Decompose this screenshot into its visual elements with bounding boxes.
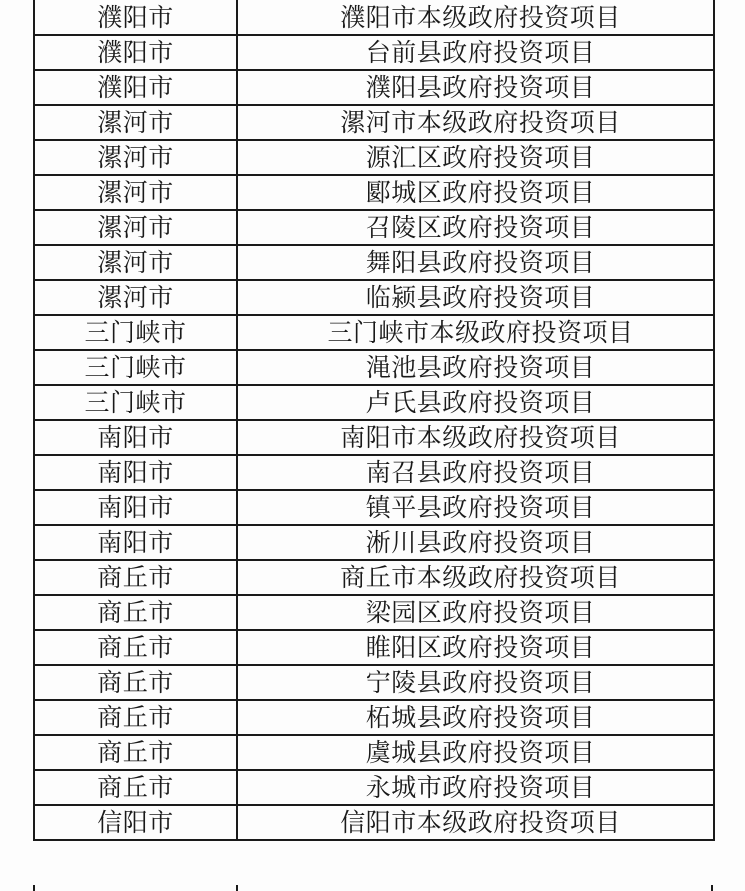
city-cell: 南阳市 — [34, 525, 237, 560]
table-row — [34, 560, 714, 595]
city-cell: 漯河市 — [34, 245, 237, 280]
city-cell: 南阳市 — [34, 420, 237, 455]
project-cell: 南召县政府投资项目 — [237, 455, 714, 490]
table-row — [34, 210, 714, 245]
project-cell: 柘城县政府投资项目 — [237, 700, 714, 735]
city-cell: 信阳市 — [34, 805, 237, 840]
table-row — [34, 0, 714, 35]
city-cell: 南阳市 — [34, 490, 237, 525]
project-cell: 临颍县政府投资项目 — [237, 280, 714, 315]
table-row — [34, 280, 714, 315]
project-cell: 台前县政府投资项目 — [237, 35, 714, 70]
city-cell: 三门峡市 — [34, 315, 237, 350]
project-cell: 舞阳县政府投资项目 — [237, 245, 714, 280]
table-row — [34, 595, 714, 630]
table-row — [34, 385, 714, 420]
project-cell: 郾城区政府投资项目 — [237, 175, 714, 210]
table-row — [34, 490, 714, 525]
city-cell: 三门峡市 — [34, 350, 237, 385]
project-cell: 睢阳区政府投资项目 — [237, 630, 714, 665]
project-cell: 卢氏县政府投资项目 — [237, 385, 714, 420]
city-cell: 商丘市 — [34, 770, 237, 805]
table-row — [34, 350, 714, 385]
table-continuation — [33, 885, 713, 891]
project-cell: 濮阳市本级政府投资项目 — [237, 0, 714, 35]
city-cell: 商丘市 — [34, 735, 237, 770]
table-row — [34, 665, 714, 700]
project-cell: 源汇区政府投资项目 — [237, 140, 714, 175]
table-row — [34, 140, 714, 175]
city-cell: 商丘市 — [34, 595, 237, 630]
city-cell: 南阳市 — [34, 455, 237, 490]
project-cell: 信阳市本级政府投资项目 — [237, 805, 714, 840]
table-row — [34, 245, 714, 280]
project-cell: 梁园区政府投资项目 — [237, 595, 714, 630]
city-cell: 漯河市 — [34, 280, 237, 315]
city-cell: 濮阳市 — [34, 70, 237, 105]
table-row — [34, 770, 714, 805]
project-cell: 镇平县政府投资项目 — [237, 490, 714, 525]
table-row — [34, 805, 714, 840]
project-cell: 渑池县政府投资项目 — [237, 350, 714, 385]
project-cell: 南阳市本级政府投资项目 — [237, 420, 714, 455]
project-cell: 淅川县政府投资项目 — [237, 525, 714, 560]
table-body — [34, 0, 714, 840]
project-cell: 宁陵县政府投资项目 — [237, 665, 714, 700]
city-cell: 漯河市 — [34, 210, 237, 245]
city-cell: 漯河市 — [34, 140, 237, 175]
table-row — [34, 700, 714, 735]
project-cell: 漯河市本级政府投资项目 — [237, 105, 714, 140]
table-row — [34, 70, 714, 105]
city-cell: 商丘市 — [34, 560, 237, 595]
project-cell: 濮阳县政府投资项目 — [237, 70, 714, 105]
project-cell: 商丘市本级政府投资项目 — [237, 560, 714, 595]
table-row — [34, 105, 714, 140]
table-row — [34, 630, 714, 665]
city-cell: 濮阳市 — [34, 35, 237, 70]
table-row — [34, 735, 714, 770]
table-row — [34, 35, 714, 70]
city-cell: 商丘市 — [34, 700, 237, 735]
city-cell: 濮阳市 — [34, 0, 237, 35]
project-cell: 永城市政府投资项目 — [237, 770, 714, 805]
project-cell: 召陵区政府投资项目 — [237, 210, 714, 245]
table-row — [34, 315, 714, 350]
project-cell: 三门峡市本级政府投资项目 — [237, 315, 714, 350]
table-row — [34, 455, 714, 490]
city-cell: 三门峡市 — [34, 385, 237, 420]
table-row — [34, 175, 714, 210]
table-row — [34, 420, 714, 455]
project-cell: 虞城县政府投资项目 — [237, 735, 714, 770]
city-cell: 漯河市 — [34, 105, 237, 140]
table-row — [34, 525, 714, 560]
city-cell: 商丘市 — [34, 665, 237, 700]
project-table — [33, 0, 715, 841]
city-cell: 漯河市 — [34, 175, 237, 210]
city-cell: 商丘市 — [34, 630, 237, 665]
